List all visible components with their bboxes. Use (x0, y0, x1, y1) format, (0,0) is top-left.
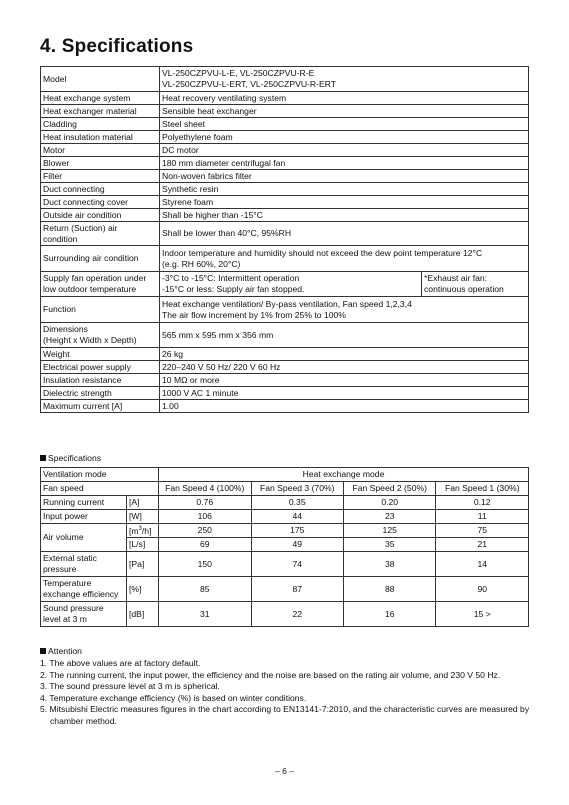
table-cell: 125 (343, 524, 435, 538)
dimensions-value: 565 mm x 595 mm x 356 mm (160, 323, 529, 348)
table-cell: 31 (159, 602, 251, 627)
spec-value: 10 MΩ or more (160, 374, 529, 387)
table-cell: 0.20 (343, 496, 435, 510)
table-row (41, 482, 529, 496)
unit-label: $[m^3/h]$ (127, 524, 159, 538)
spec-value: Sensible heat exchanger (160, 105, 529, 118)
spec-value: Styrene foam (160, 196, 529, 209)
table-row (41, 297, 529, 323)
performance-table (40, 467, 529, 627)
spec-label: Motor (41, 144, 160, 157)
spec-label: Heat exchanger material (41, 105, 160, 118)
table-row (41, 510, 529, 524)
surrounding-air-label: Surrounding air condition (41, 246, 160, 272)
table-row (41, 144, 529, 157)
spec-label: Filter (41, 170, 160, 183)
square-bullet-icon (40, 455, 46, 461)
unit-label: [A] (127, 496, 159, 510)
table-cell: 90 (436, 577, 529, 602)
fan-speed-label: Fan speed (41, 482, 159, 496)
table-row (41, 105, 529, 118)
specifications-heading: Specifications (40, 453, 101, 463)
spec-value: 1000 V AC 1 minute (160, 387, 529, 400)
list-item: 2. The running current, the input power, the efficiency and the noise are based on the rating air volume, and 230 V 50 Hz. (40, 669, 501, 680)
list-item: 1. The above values are at factory default. (40, 658, 201, 668)
page-number: – 6 – (274, 766, 295, 776)
spec-value: DC motor (160, 144, 529, 157)
table-row (41, 400, 529, 413)
table-cell: 0.76 (159, 496, 251, 510)
supply-fan-label: Supply fan operation under low outdoor temperature (41, 272, 160, 297)
table-cell: 16 (343, 602, 435, 627)
table-row (41, 196, 529, 209)
spec-label: Cladding (41, 118, 160, 131)
spec-label: Heat exchange system (41, 92, 160, 105)
unit-label: [Pa] (127, 552, 159, 577)
spec-label: Insulation resistance (41, 374, 160, 387)
ventilation-mode-value: Heat exchange mode (159, 468, 529, 482)
table-row (41, 577, 529, 602)
model-value: VL-250CZPVU-L-E, VL-250CZPVU-R-E VL-250CZPVU-L-ERT, VL-250CZPVU-R-ERT (160, 67, 529, 92)
table-cell: 150 (159, 552, 251, 577)
table-row (41, 361, 529, 374)
table-row (41, 183, 529, 196)
unit-label: [L/s] (127, 538, 159, 552)
table-row (41, 131, 529, 144)
spec-value: Synthetic resin (160, 183, 529, 196)
table-cell: 15 > (436, 602, 529, 627)
sound-pressure-label: Sound pressure level at 3 m (41, 602, 127, 627)
table-cell: 88 (343, 577, 435, 602)
table-cell: 21 (436, 538, 529, 552)
table-row (41, 92, 529, 105)
table-row (41, 157, 529, 170)
table-cell: 75 (436, 524, 529, 538)
running-current-label: Running current (41, 496, 127, 510)
attention-heading: Attention (40, 646, 82, 656)
spec-value: 26 kg (160, 348, 529, 361)
table-row (41, 209, 529, 222)
spec-label: Blower (41, 157, 160, 170)
table-cell: 14 (436, 552, 529, 577)
table-row (41, 323, 529, 348)
table-cell: 23 (343, 510, 435, 524)
table-row (41, 387, 529, 400)
fan-speed-header: Fan Speed 2 (50%) (343, 482, 435, 496)
air-volume-label: Air volume (41, 524, 127, 552)
return-air-value: Shall be lower than 40°C, 95%RH (160, 222, 529, 246)
table-cell: 175 (251, 524, 343, 538)
table-row (41, 170, 529, 183)
return-air-label: Return (Suction) air condition (41, 222, 160, 246)
temperature-efficiency-label: Temperature exchange efficiency (41, 577, 127, 602)
table-cell: 69 (159, 538, 251, 552)
list-item: 4. Temperature exchange efficiency (%) is based on winter conditions. (40, 692, 307, 703)
surrounding-air-value: Indoor temperature and humidity should not exceed the dew point temperature 12°C (e.g. RH 60%, 20°C) (160, 246, 529, 272)
spec-value: 220–240 V 50 Hz/ 220 V 60 Hz (160, 361, 529, 374)
table-cell: 85 (159, 577, 251, 602)
table-row (41, 468, 529, 482)
table-cell: 250 (159, 524, 251, 538)
ventilation-mode-label: Ventilation mode (41, 468, 159, 482)
unit-label: [%] (127, 577, 159, 602)
table-row (41, 348, 529, 361)
spec-label: Dielectric strength (41, 387, 160, 400)
specifications-table (40, 66, 529, 413)
table-row (41, 272, 529, 297)
spec-label: Maximum current [A] (41, 400, 160, 413)
table-cell: 22 (251, 602, 343, 627)
supply-fan-note: *Exhaust air fan: continuous operation (422, 272, 529, 297)
table-row (41, 246, 529, 272)
spec-label: Outside air condition (41, 209, 160, 222)
spec-value: Shall be higher than -15°C (160, 209, 529, 222)
input-power-label: Input power (41, 510, 127, 524)
table-row (41, 496, 529, 510)
supply-fan-value: -3°C to -15°C: Intermittent operation -15°C or less: Supply air fan stopped. (160, 272, 422, 297)
attention-notes (40, 658, 530, 727)
table-cell: 44 (251, 510, 343, 524)
unit-label: [W] (127, 510, 159, 524)
unit-label: [dB] (127, 602, 159, 627)
table-cell: 0.35 (251, 496, 343, 510)
table-row (41, 67, 529, 92)
fan-speed-header: Fan Speed 4 (100%) (159, 482, 251, 496)
function-label: Function (41, 297, 160, 323)
table-cell: 0.12 (436, 496, 529, 510)
spec-value: Non-woven fabrics filter (160, 170, 529, 183)
fan-speed-header: Fan Speed 1 (30%) (436, 482, 529, 496)
table-cell: 49 (251, 538, 343, 552)
table-row (41, 524, 529, 538)
table-cell: 74 (251, 552, 343, 577)
external-static-label: External static pressure (41, 552, 127, 577)
fan-speed-header: Fan Speed 3 (70%) (251, 482, 343, 496)
spec-label: Weight (41, 348, 160, 361)
spec-value: 1.00 (160, 400, 529, 413)
list-item: 5. Mitsubishi Electric measures figures in the chart according to EN13141-7:2010, and the characteristic curves are measured by chamber method. (40, 704, 530, 726)
table-row (41, 118, 529, 131)
page-title: 4. Specifications (40, 36, 194, 57)
spec-label: Heat insulation material (41, 131, 160, 144)
spec-label: Electrical power supply (41, 361, 160, 374)
model-label: Model (41, 67, 160, 92)
function-value: Heat exchange ventilation/ By-pass ventilation, Fan speed 1,2,3,4 The air flow increment by 1% from 25% to 100% (160, 297, 529, 323)
dimensions-label: Dimensions (Height x Width x Depth) (41, 323, 160, 348)
spec-value: Polyethylene foam (160, 131, 529, 144)
table-cell: 106 (159, 510, 251, 524)
square-bullet-icon (40, 648, 46, 654)
table-cell: 11 (436, 510, 529, 524)
list-item: 3. The sound pressure level at 3 m is spherical. (40, 681, 220, 691)
spec-label: Duct connecting cover (41, 196, 160, 209)
table-row (41, 222, 529, 246)
table-cell: 35 (343, 538, 435, 552)
table-row (41, 374, 529, 387)
spec-label: Duct connecting (41, 183, 160, 196)
table-cell: 38 (343, 552, 435, 577)
spec-value: 180 mm diameter centrifugal fan (160, 157, 529, 170)
table-row (41, 602, 529, 627)
table-row (41, 552, 529, 577)
spec-value: Heat recovery ventilating system (160, 92, 529, 105)
table-cell: 87 (251, 577, 343, 602)
spec-value: Steel sheet (160, 118, 529, 131)
